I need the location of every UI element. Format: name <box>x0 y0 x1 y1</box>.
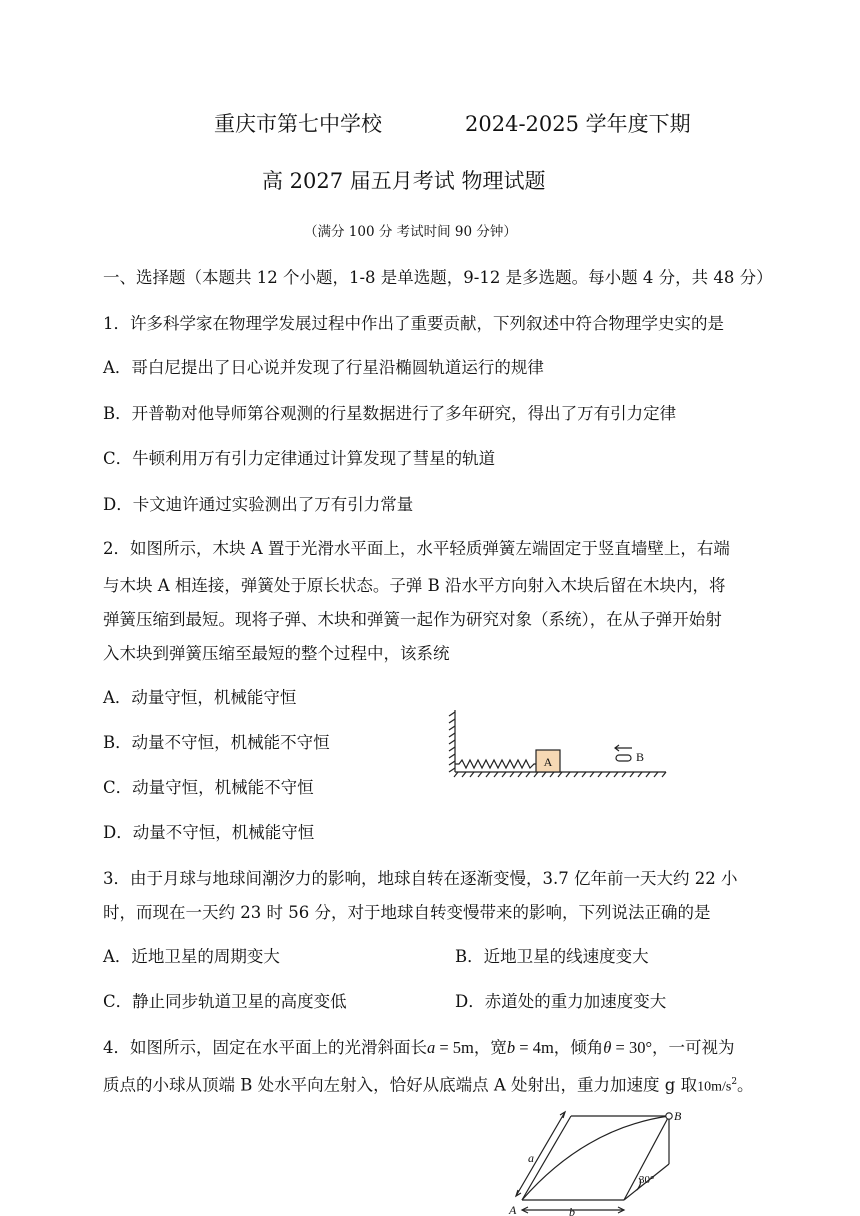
bullet-b <box>616 755 631 761</box>
term: 2024-2025 学年度下期 <box>465 112 691 136</box>
q2-option-b: B．动量不守恒，机械能不守恒 <box>103 733 330 752</box>
q4-b-value: = 4m <box>515 1038 554 1057</box>
q2-stem-line1: 2．如图所示，木块 A 置于光滑水平面上，水平轻质弹簧左端固定于竖直墙壁上，右端 <box>103 539 730 558</box>
exam-info: （满分 100 分 考试时间 90 分钟） <box>304 224 517 240</box>
q3-stem-line2: 时，而现在一天约 23 时 56 分，对于地球自转变慢带来的影响，下列说法正确的是 <box>103 903 711 922</box>
q3-option-a: A．近地卫星的周期变大 <box>103 947 280 966</box>
q1-option-d: D．卡文迪许通过实验测出了万有引力常量 <box>103 495 414 514</box>
q4-text-5: 质点的小球从顶端 B 处水平向左射入，恰好从底端点 A 处射出，重力加速度 g 取 <box>103 1075 698 1095</box>
q4-a-value: = 5m <box>435 1038 474 1057</box>
q1-stem: 1．许多科学家在物理学发展过程中作出了重要贡献，下列叙述中符合物理学史实的是 <box>103 314 724 333</box>
q4-text-end: 。 <box>737 1075 754 1095</box>
block-a-label: A <box>543 755 553 769</box>
label-angle: 30° <box>639 1174 655 1186</box>
q4-figure <box>505 1106 695 1216</box>
floor-hatching <box>454 772 666 777</box>
q4-var-a: a <box>427 1038 436 1057</box>
q3-stem-line1: 3．由于月球与地球间潮汐力的影响，地球自转在逐渐变慢，3.7 亿年前一天大约 22 小 <box>103 869 738 888</box>
q2-option-d: D．动量不守恒，机械能守恒 <box>103 823 315 842</box>
q2-stem-line3: 弹簧压缩到最短。现将子弹、木块和弹簧一起作为研究对象（系统），在从子弹开始射 <box>103 610 722 629</box>
bullet-b-label: B <box>636 750 645 764</box>
q4-g-value: 10m/s <box>697 1079 732 1095</box>
label-b-width: b <box>569 1205 575 1216</box>
slope-right-edge <box>624 1116 669 1200</box>
label-a-length: a <box>528 1151 534 1165</box>
q4-text-2: ，宽 <box>473 1038 507 1057</box>
q1-option-a: A．哥白尼提出了日心说并发现了行星沿椭圆轨道运行的规律 <box>103 358 544 377</box>
q4-text-4: ，一可视为 <box>652 1038 735 1057</box>
dimension-a <box>516 1112 565 1196</box>
q1-option-c: C．牛顿利用万有引力定律通过计算发现了彗星的轨道 <box>103 449 496 468</box>
exam-title: 高 2027 届五月考试 物理试题 <box>262 169 546 193</box>
point-b-marker <box>666 1113 672 1119</box>
label-a-point: A <box>509 1203 517 1216</box>
q2-stem-line4: 入木块到弹簧压缩至最短的整个过程中，该系统 <box>103 644 450 663</box>
school-name: 重庆市第七中学校 <box>214 112 382 136</box>
q4-stem-line2 <box>103 1071 754 1099</box>
q3-option-c: C．静止同步轨道卫星的高度变低 <box>103 992 347 1011</box>
wall-hatching <box>449 712 455 772</box>
q4-var-theta: θ <box>603 1038 612 1057</box>
q1-option-b: B．开普勒对他导师第谷观测的行星数据进行了多年研究，得出了万有引力定律 <box>103 404 677 423</box>
q4-text-1: 4．如图所示，固定在水平面上的光滑斜面长 <box>103 1038 427 1057</box>
q2-option-a: A．动量守恒，机械能守恒 <box>103 688 297 707</box>
q4-g-exponent: 2 <box>731 1077 738 1087</box>
section-heading: 一、选择题（本题共 12 个小题，1-8 是单选题，9-12 是多选题。每小题 4 分，共 48 分） <box>103 268 773 287</box>
q4-text-3: ，倾角 <box>553 1038 604 1057</box>
q3-option-b: B．近地卫星的线速度变大 <box>455 947 649 966</box>
q3-option-d: D．赤道处的重力加速度变大 <box>455 992 667 1011</box>
q4-var-b: b <box>506 1038 516 1057</box>
label-b-point: B <box>674 1109 682 1123</box>
q2-figure <box>446 706 672 778</box>
q4-stem-line1 <box>103 1037 735 1059</box>
spring <box>455 760 536 768</box>
q4-theta-value: = 30° <box>611 1038 653 1057</box>
q2-option-c: C．动量守恒，机械能不守恒 <box>103 778 314 797</box>
q2-stem-line2: 与木块 A 相连接，弹簧处于原长状态。子弹 B 沿水平方向射入木块后留在木块内，将 <box>103 576 726 595</box>
